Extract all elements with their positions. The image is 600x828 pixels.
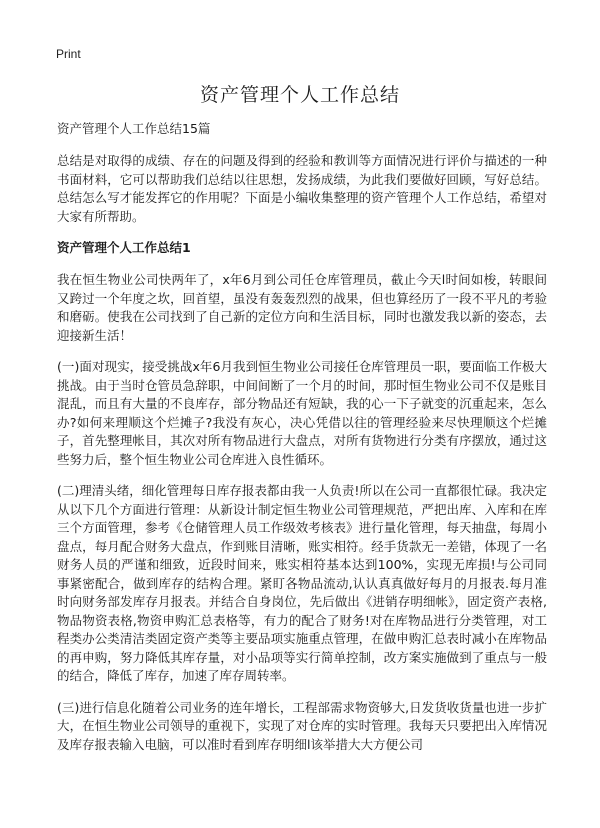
page-title: 资产管理个人工作总结 (199, 84, 400, 106)
body-paragraph: (三)进行信息化随着公司业务的连年增长，工程部需求物资够大,日发货收货量也进一步扩大，在恒生物业公司领导的重视下，实现了对仓库的实时管理。我每天只要把出入库情况及库存报表输入电脑，可以准时看到库存明细l该举措大大方便公司 (57, 699, 547, 752)
body-paragraph: 我在恒生物业公司快两年了，x年6月到公司任仓库管理员，截止今天l时间如梭，转眼间又跨过一个年度之坎，回首望，虽没有轰轰烈烈的战果，但也算经历了一段不平凡的考验和磨砺。使我在公司找到了自己新的定位方向和生活目标，同时也激发我以新的姿态，去迎接新生活！ (57, 272, 547, 343)
body-paragraph: (二)理清头绪，细化管理每日库存报表都由我一人负责!所以在公司一直都很忙碌。我决定从以下几个方面进行管理：从新设计制定恒生物业公司管理规范，严把出库、入库和在库三个方面管理，参考《仓储管理人员工作级效考核表》进行量化管理，每天抽盘，每周小盘点，每月配合财务大盘点，作到账目清晰，账实相符。经手货款无一差错，体现了一名财务人员的严谨和细致，近段时间来，账实相符基本达到100%，实现无库损!与公司同事紧密配合，做到库存的结构合理。紧盯各物品流动,认认真真做好每月的月报表.每月准时向财务部发库存月报表。并结合自身岗位，先后做出《进销存明细帐》，固定资产表格,物品物资表格,物资申购汇总表格等，有力的配合了财务!对在库物品进行分类管理，对工程类办公类清洁类固定资产类等主要品项实施重点管理，在做申购汇总表时减小在库物品的再申购，努力降低其库存量，对小品项等实行简单控制，改方案实施做到了重点与一般的结合，降低了库存，加速了库存周转率。 (57, 483, 547, 683)
intro-paragraph: 总结是对取得的成绩、存在的问题及得到的经验和教训等方面情况进行评价与描述的一种书面材料，它可以帮助我们总结以往思想，发扬成绩，为此我们要做好回顾，写好总结。总结怎么写才能发挥它的作用呢？下面是小编收集整理的资产管理个人工作总结，希望对大家有所帮助。 (57, 153, 547, 224)
section-heading: 资产管理个人工作总结1 (57, 240, 191, 255)
print-link[interactable]: Print (56, 47, 81, 61)
document-body (57, 120, 547, 767)
document-subtitle: 资产管理个人工作总结15篇 (57, 121, 211, 136)
body-paragraph: (一)面对现实，接受挑战x年6月我到恒生物业公司接任仓库管理员一职，要面临工作极大挑战。由于当时仓管员急辞职，中间间断了一个月的时间，那时恒生物业公司不仅是账目混乱，而且有大量的不良库存，部分物品还有短缺，我的心一下子就变的沉重起来，怎么办?如何来理顺这个烂摊子?我没有灰心，决心凭借以往的管理经验来尽快理顺这个烂摊子，首先整理帐目，其次对所有物品进行大盘点，对所有货物进行分类有序摆放，通过这些努力后，整个恒生物业公司仓库进入良性循环。 (57, 359, 547, 467)
